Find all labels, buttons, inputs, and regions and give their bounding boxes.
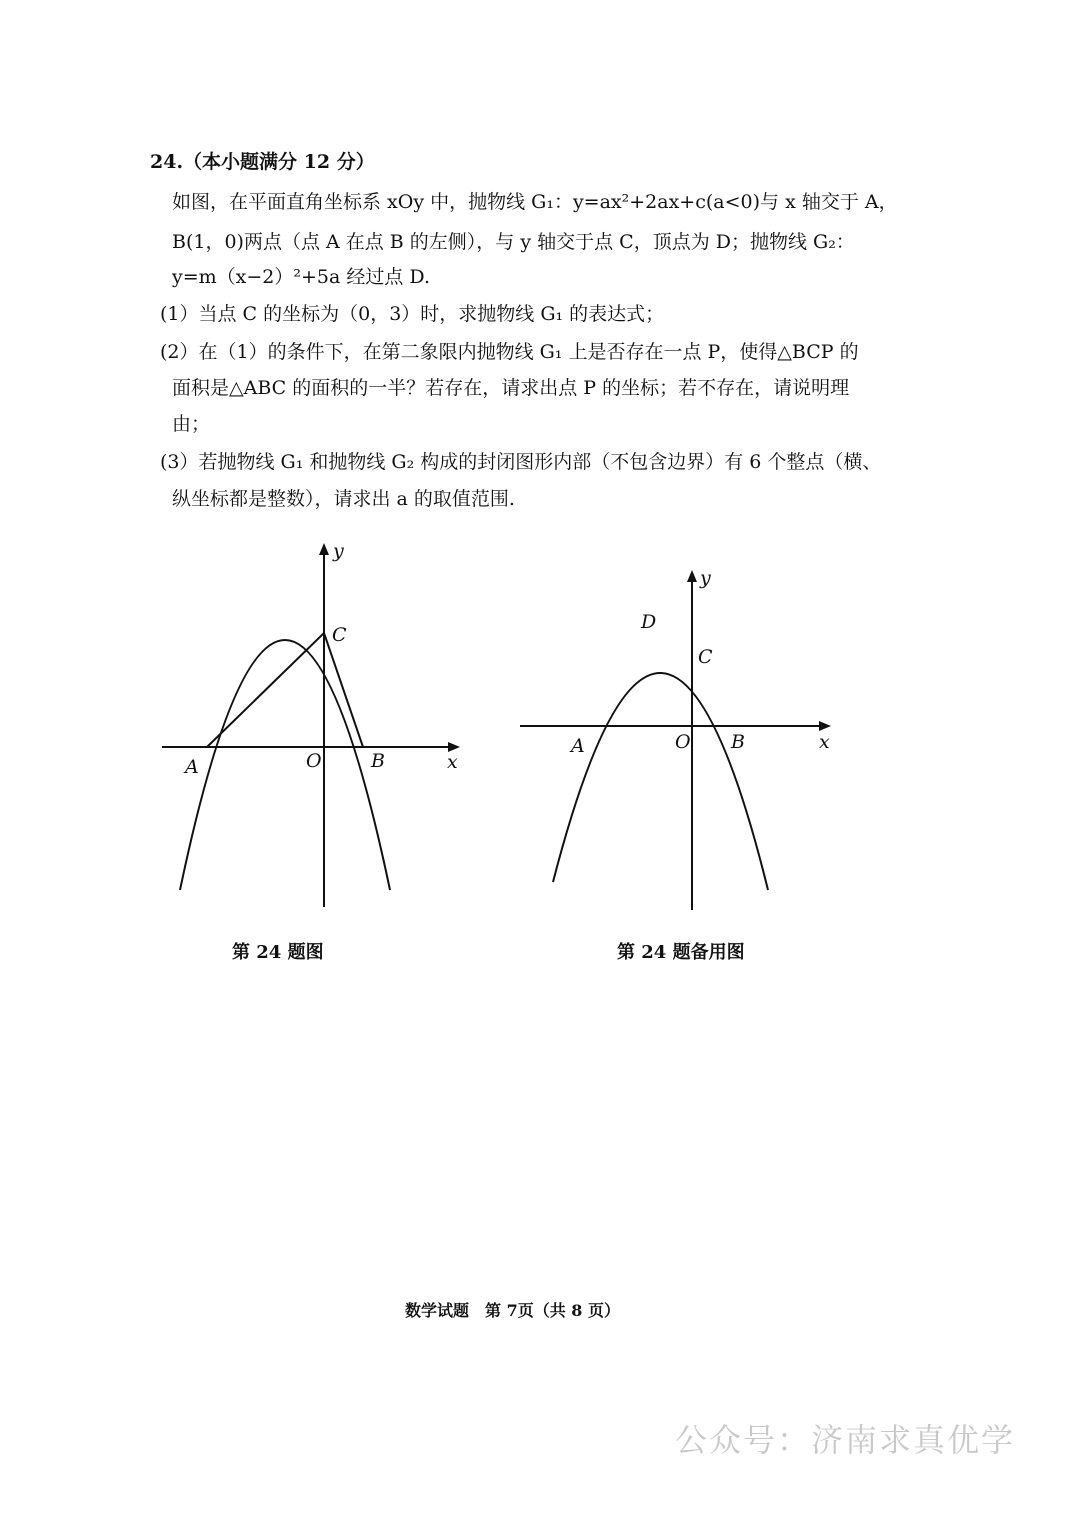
label-y: y <box>700 567 711 589</box>
label-b: B <box>371 750 385 772</box>
x-axis-arrow <box>819 721 831 731</box>
label-a: A <box>185 756 199 778</box>
figure-2 <box>515 560 845 920</box>
label-b: B <box>731 731 745 753</box>
figure-1-caption: 第 24 题图 <box>232 942 324 963</box>
question-2-line-1: (2）在（1）的条件下，在第二象限内抛物线 G₁ 上是否存在一点 P，使得△BCP 的 <box>160 341 859 363</box>
parabola-g1 <box>180 640 390 890</box>
page-footer: 数学试题 第 7页（共 8 页） <box>405 1301 620 1320</box>
problem-line-3: y=m（x−2）²+5a 经过点 D. <box>172 266 431 288</box>
label-a: A <box>571 735 585 757</box>
label-c: C <box>698 646 713 668</box>
parabola-g1 <box>553 673 768 890</box>
watermark: 公众号：济南求真优学 <box>675 1421 1016 1459</box>
label-y: y <box>333 540 344 562</box>
segment-ac <box>207 633 324 747</box>
question-2-line-3: 由； <box>172 413 211 435</box>
segment-bc <box>324 633 363 747</box>
problem-header: 24.（本小题满分 12 分） <box>150 151 375 173</box>
y-axis-arrow <box>687 570 697 582</box>
question-3-line-1: (3）若抛物线 G₁ 和抛物线 G₂ 构成的封闭图形内部（不包含边界）有 6 个整点（横、 <box>160 451 882 473</box>
y-axis-arrow <box>319 543 329 555</box>
question-3-line-2: 纵坐标都是整数），请求出 a 的取值范围. <box>172 488 515 510</box>
label-o: O <box>306 750 322 772</box>
problem-line-1: 如图，在平面直角坐标系 xOy 中，抛物线 G₁：y=ax²+2ax+c(a<0)与 x 轴交于 A， <box>172 191 898 213</box>
problem-line-2: B(1，0)两点（点 A 在点 B 的左侧），与 y 轴交于点 C，顶点为 D；抛物线 G₂： <box>172 231 855 253</box>
question-2-line-2: 面积是△ABC 的面积的一半？若存在，请求出点 P 的坐标；若不存在，请说明理 <box>172 377 850 399</box>
label-c: C <box>332 624 347 646</box>
label-x: x <box>819 731 830 753</box>
label-x: x <box>447 751 458 773</box>
figure-2-caption: 第 24 题备用图 <box>617 942 745 963</box>
question-1: (1）当点 C 的坐标为（0，3）时，求抛物线 G₁ 的表达式； <box>160 303 665 325</box>
label-d: D <box>641 611 657 633</box>
figure-1 <box>150 535 470 915</box>
label-o: O <box>675 731 691 753</box>
